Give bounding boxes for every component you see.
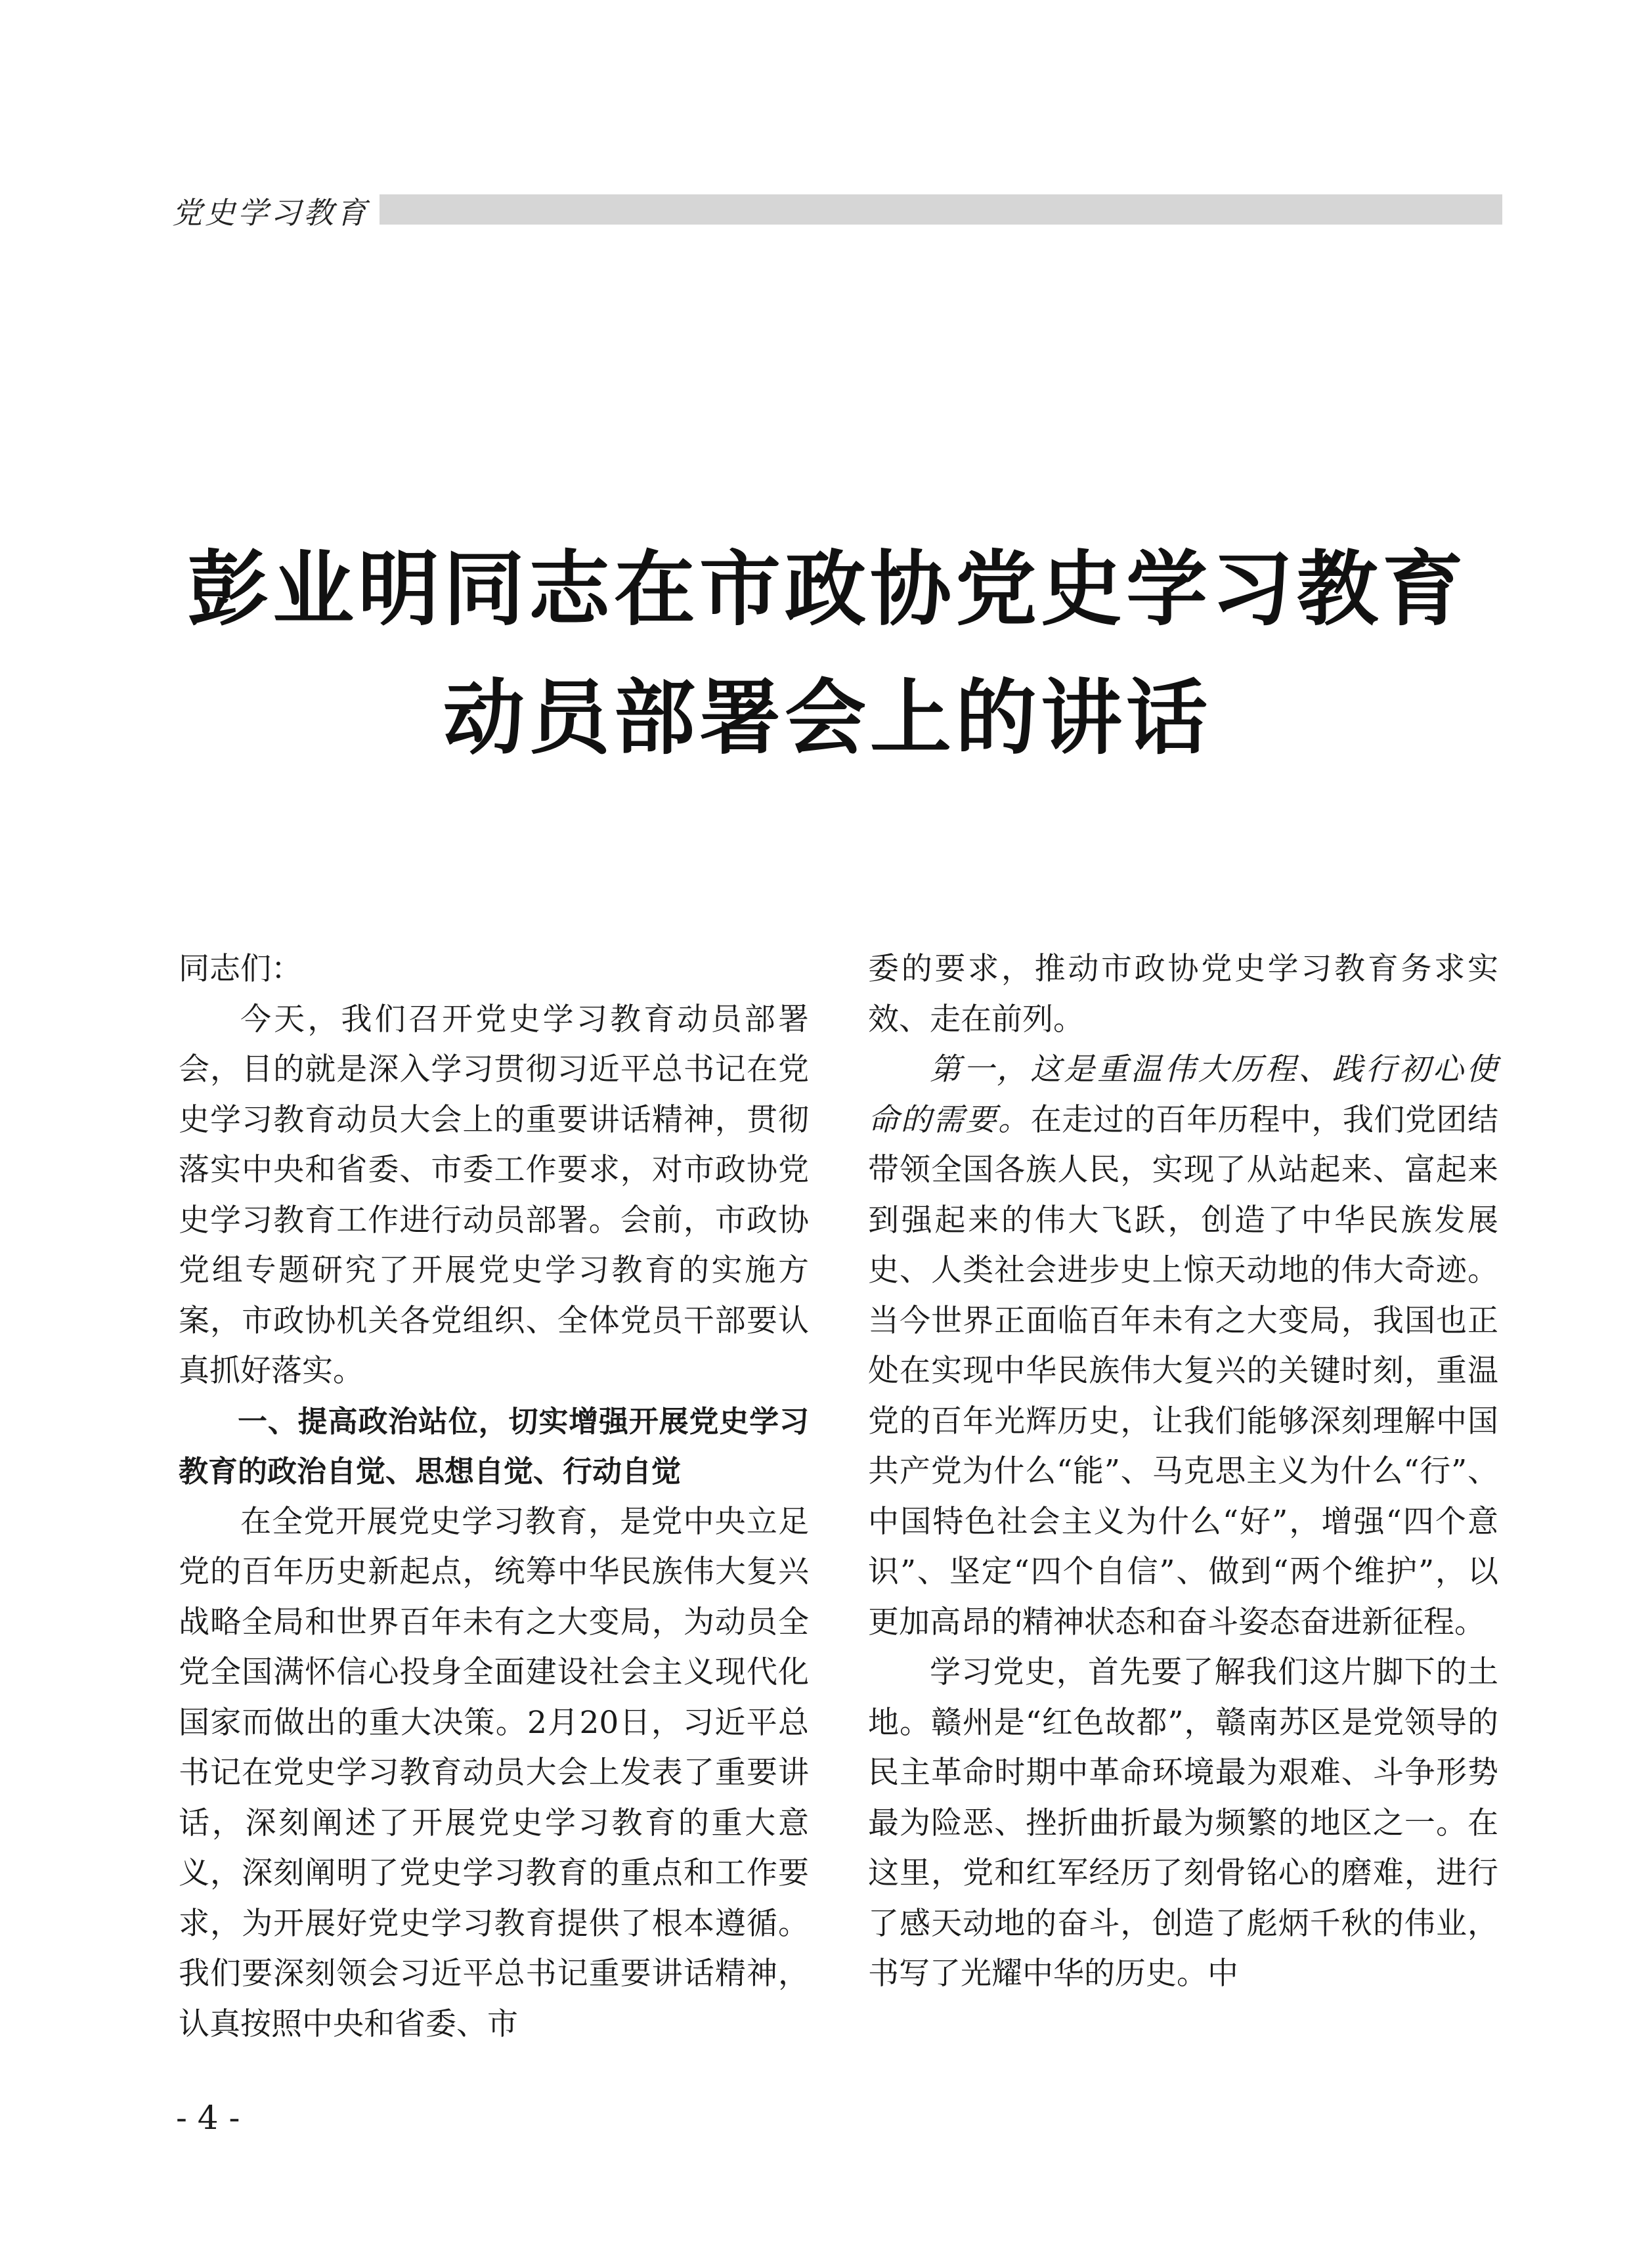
title-line-2: 动员部署会上的讲话 [443,671,1211,766]
header-rule [380,194,1502,225]
title-line-1: 彭业明同志在市政协党史学习教育 [186,542,1467,637]
paragraph-2: 在全党开展党史学习教育，是党中央立足党的百年历史新起点，统筹中华民族伟大复兴战略全局和世界百年未有之大变局，为动员全党全国满怀信心投身全面建设社会主义现代化国家而做出的重大决策。2月20日，习近平总书记在党史学习教育动员大会上发表了重要讲话，深刻阐述了开展党史学习教育的重大意义，深刻阐明了党史学习教育的重点和工作要求，为开展好党史学习教育提供了根本遵循。我们要深刻领会习近平总书记重要讲话精神，认真按照中央和省委、市 [179,1503,809,2042]
right-column [868,944,1498,2000]
paragraph-3-lead: 第一，这是重温伟大历程、践行初心使命的需要。 [868,1051,1498,1138]
section-heading-1: 一、提高政治站位，切实增强开展党史学习教育的政治自觉、思想自觉、行动自觉 [179,1403,809,1489]
paragraph-3-body: 在走过的百年历程中，我们党团结带领全国各族人民，实现了从站起来、富起来到强起来的伟大飞跃，创造了中华民族发展史、人类社会进步史上惊天动地的伟大奇迹。当今世界正面临百年未有之大变局，我国也正处在实现中华民族伟大复兴的关键时刻，重温党的百年光辉历史，让我们能够深刻理解中国共产党为什么“能”、马克思主义为什么“行”、中国特色社会主义为什么“好”，增强“四个意识”、坚定“四个自信”、做到“两个维护”，以更加高昂的精神状态和奋斗姿态奋进新征程。 [868,1101,1499,1640]
article-title [151,525,1504,783]
left-column [179,944,809,2049]
paragraph-3 [868,1045,1498,1648]
paragraph-4: 学习党史，首先要了解我们这片脚下的土地。赣州是“红色故都”，赣南苏区是党领导的民主革命时期中革命环境最为艰难、斗争形势最为险恶、挫折曲折最为频繁的地区之一。在这里，党和红军经历了刻骨铭心的磨难，进行了感天动地的奋斗，创造了彪炳千秋的伟业，书写了光耀中华的历史。中 [868,1654,1498,1992]
page-number: - 4 - [176,2099,240,2137]
section-label: 党史学习教育 [172,195,369,230]
paragraph-intro: 今天，我们召开党史学习教育动员部署会，目的就是深入学习贯彻习近平总书记在党史学习教育动员大会上的重要讲话精神，贯彻落实中央和省委、市委工作要求，对市政协党史学习教育工作进行动员部署。会前，市政协党组专题研究了开展党史学习教育的实施方案，市政协机关各党组织、全体党员干部要认真抓好落实。 [179,1001,809,1389]
salutation: 同志们： [179,951,302,987]
paragraph-continued: 委的要求，推动市政协党史学习教育务求实效、走在前列。 [868,951,1498,1038]
